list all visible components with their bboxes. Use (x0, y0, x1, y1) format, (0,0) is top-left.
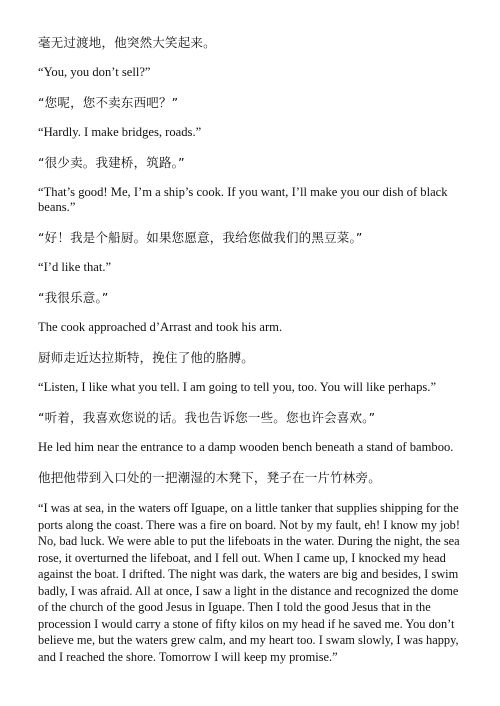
paragraph-en-5: The cook approached d’Arrast and took his arm. (38, 320, 283, 334)
paragraph-zh-6: 厨师走近达拉斯特，挽住了他的胳膊。 (38, 350, 254, 365)
paragraph-zh-1: 毫无过渡地，他突然大笑起来。 (38, 35, 216, 50)
paragraph-en-6: “Listen, I like what you tell. I am going to tell you, too. You will like perhaps.” (38, 380, 437, 394)
paragraph-en-7: He led him near the entrance to a damp wooden bench beneath a stand of bamboo. (38, 440, 454, 454)
paragraph-en-4: “I’d like that.” (38, 260, 112, 274)
paragraph-zh-7: “听着，我喜欢您说的话。我也告诉您一些。您也许会喜欢。” (38, 410, 376, 425)
paragraph-zh-5: “我很乐意。” (38, 290, 109, 305)
paragraph-zh-8: 他把他带到入口处的一把潮湿的木凳下，凳子在一片竹林旁。 (38, 470, 381, 485)
paragraph-en-2: “Hardly. I make bridges, roads.” (38, 125, 202, 139)
document-page (38, 34, 468, 665)
paragraph-en-3: “That’s good! Me, I’m a ship’s cook. If you want, I’ll make you our dish of black beans.” (38, 185, 448, 214)
paragraph-zh-3: “很少卖。我建桥，筑路。” (38, 155, 185, 170)
paragraph-en-story: “I was at sea, in the waters off Iguape, on a little tanker that supplies shipping for the ports along the coast. There was a fire on board. Not by my fault, eh! I know my job! No, bad luck. We were able to put the lifeboats in the water. During the night, the sea rose, it overturned the lifeboat, and I fell out. When I came up, I knocked my head against the boat. I drifted. The night was dark, the waters are big and besides, I swim badly, I was afraid. All at once, I saw a light in the distance and recognized the dome of the church of the good Jesus in Iguape. Then I told the good Jesus that in the procession I would carry a stone of fifty kilos on my head if he saved me. You don’t believe me, but the waters grew calm, and my heart too. I swam slowly, I was happy, and I reached the shore. Tomorrow I will keep my promise.” (38, 501, 460, 664)
paragraph-zh-4: “好！我是个船厨。如果您愿意，我给您做我们的黑豆菜。” (38, 230, 363, 245)
paragraph-en-1: “You, you don’t sell?” (38, 65, 151, 79)
paragraph-zh-2: “您呢，您不卖东西吧？” (38, 95, 179, 110)
